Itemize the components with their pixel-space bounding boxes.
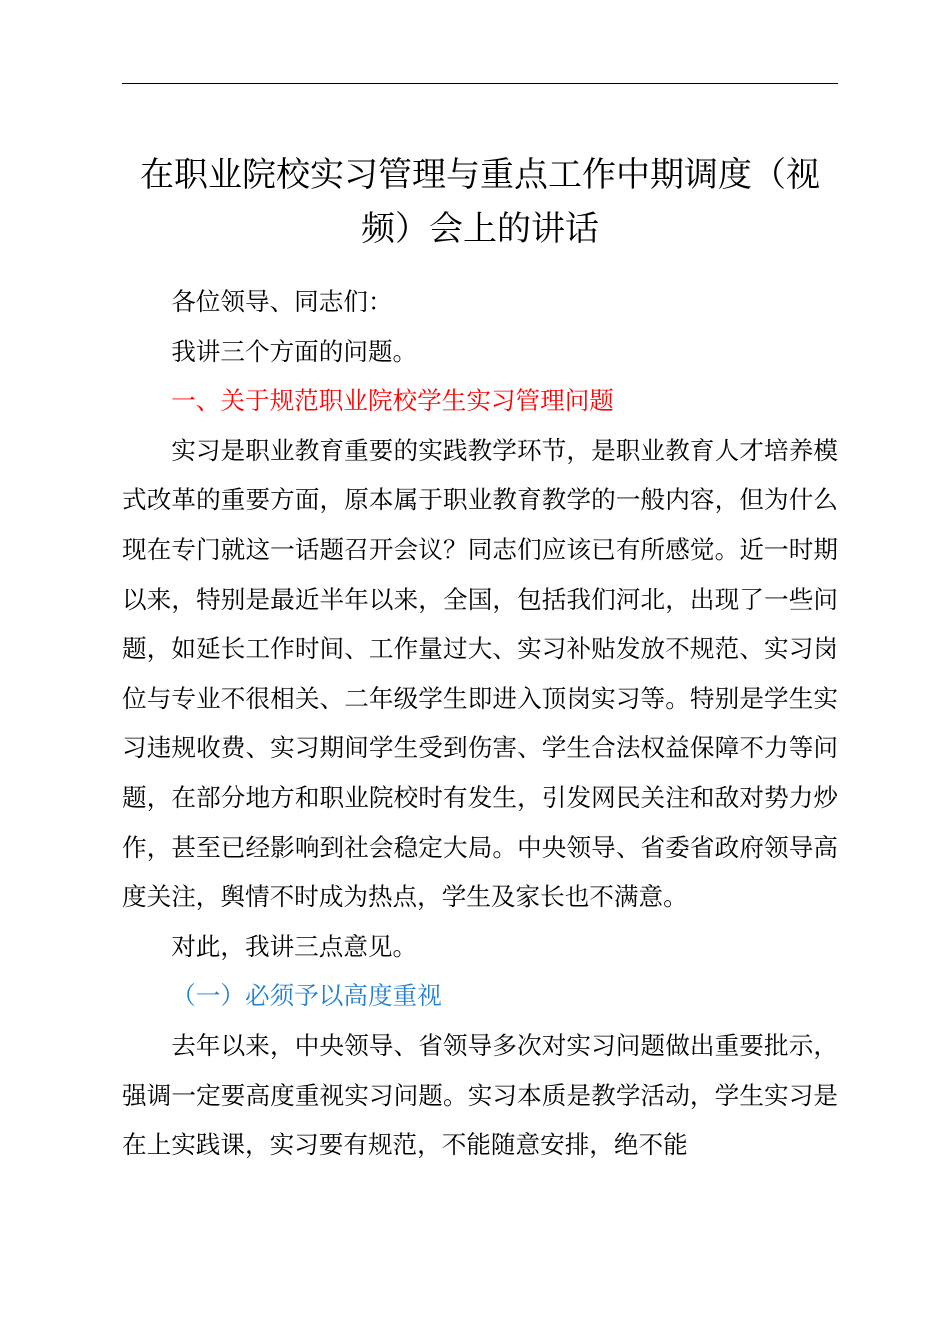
body-paragraph: 去年以来，中央领导、省领导多次对实习问题做出重要批示，强调一定要高度重视实习问题。实习本质是教学活动，学生实习是在上实践课，实习要有规范，不能随意安排，绝不能	[122, 1030, 838, 1160]
document-body	[122, 277, 838, 1170]
subsection-heading-1: （一）必须予以高度重视	[171, 981, 442, 1011]
header-rule	[122, 83, 838, 84]
body-paragraph: 实习是职业教育重要的实践教学环节，是职业教育人才培养模式改革的重要方面，原本属于职业教育教学的一般内容，但为什么现在专门就这一话题召开会议？同志们应该已有所感觉。近一时期以来，特别是最近半年以来，全国，包括我们河北，出现了一些问题，如延长工作时间、工作量过大、实习补贴发放不规范、实习岗位与专业不很相关、二年级学生即进入顶岗实习等。特别是学生实习违规收费、实习期间学生受到伤害、学生合法权益保障不力等问题，在部分地方和职业院校时有发生，引发网民关注和敌对势力炒作，甚至已经影响到社会稳定大局。中央领导、省委省政府领导高度关注，舆情不时成为热点，学生及家长也不满意。	[122, 435, 838, 912]
section-heading-1: 一、关于规范职业院校学生实习管理问题	[171, 386, 614, 416]
body-paragraph: 对此，我讲三点意见。	[171, 931, 418, 961]
document-title: 在职业院校实习管理与重点工作中期调度（视频）会上的讲话	[140, 155, 820, 249]
intro-paragraph: 我讲三个方面的问题。	[171, 336, 418, 366]
greeting: 各位领导、同志们：	[171, 287, 393, 316]
